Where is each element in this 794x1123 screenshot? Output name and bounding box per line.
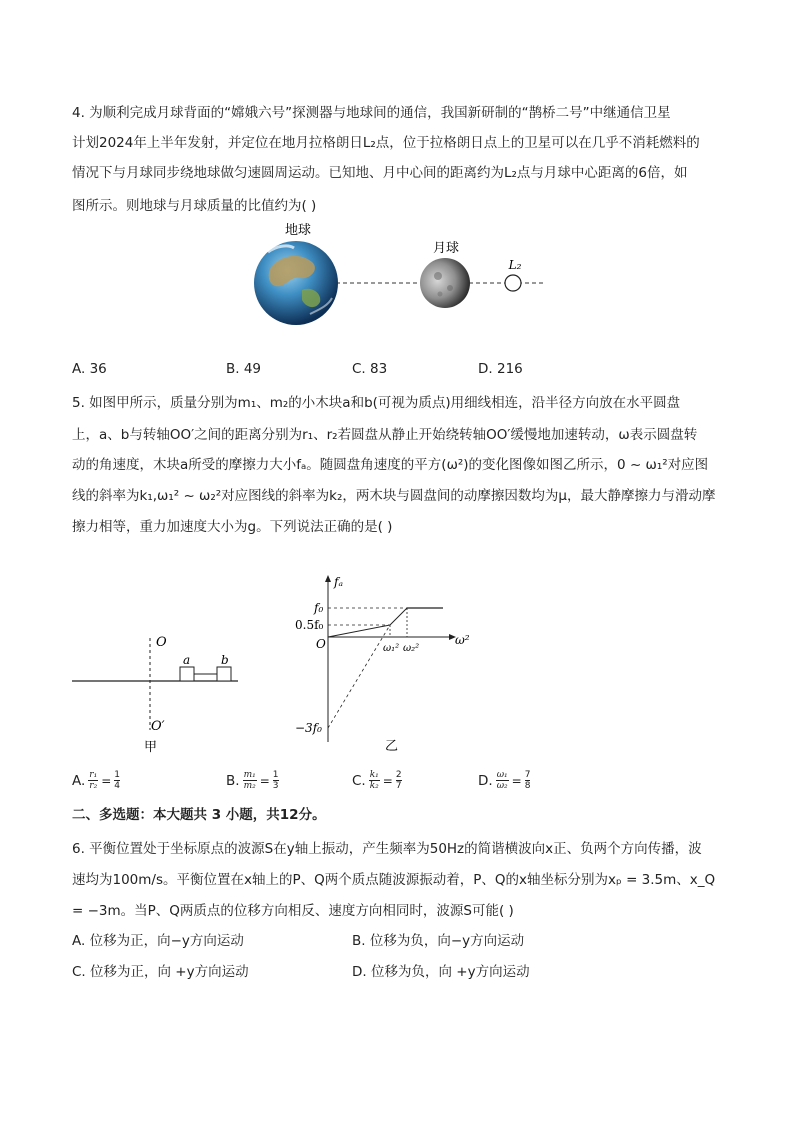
yi-x-label: ω² [455,633,470,647]
q6-line-2: 速均为100m/s。平衡位置在x轴上的P、Q两个质点随波源振动着，P、Q的x轴坐标分别为xₚ = 3.5m、x_Q [72,872,716,888]
fig-jia [68,630,248,755]
q5-d-den: ω₂ [496,781,508,791]
fig-yi [290,572,490,757]
q4-option-d: D. 216 [478,361,523,377]
q5-a-eq: = [101,773,112,788]
q5-option-c-prefix: C. [352,772,366,789]
earth-moon-diagram [240,214,560,334]
q4-line-1: 4. 为顺利完成月球背面的“嫦娥六号”探测器与地球间的通信，我国新研制的“鹊桥二号”中继通信卫星 [72,105,671,121]
q5-d-num: ω₁ [496,770,508,780]
q5-line-3: 动的角速度，木块a所受的摩擦力大小fₐ。随圆盘角速度的平方(ω²)的变化图像如图乙所示，0 ~ ω₁²对应图 [72,457,709,473]
label-b: b [221,653,229,667]
yi-y-label: fₐ [334,575,343,589]
q4-line-3: 情况下与月球同步绕地球做匀速圆周运动。已知地、月中心间的距离约为L₂点与月球中心距离的6倍，如 [72,165,688,181]
q5-a-rd: 4 [114,781,121,791]
block-b [217,667,231,681]
q5-a-num: r₁ [89,770,98,780]
q5-d-rn: 7 [524,770,531,780]
yi-line-2 [390,608,407,625]
yi-tick-neg: −3f₀ [295,721,322,735]
section-2-title: 二、多选题：本大题共 3 小题，共12分。 [72,807,326,823]
q5-line-4: 线的斜率为k₁,ω₁² ~ ω₂²对应图线的斜率为k₂，两木块与圆盘间的动摩擦因数均为μ，最大静摩擦力与滑动摩 [72,488,716,504]
l2-label: L₂ [508,258,522,272]
q4-option-a: A. 36 [72,361,107,377]
q5-c-den: k₂ [369,781,379,791]
q5-option-a-prefix: A. [72,772,86,789]
q5-b-rn: 1 [272,770,279,780]
yi-tick-w1: ω₁² [383,643,400,654]
fig-jia-diagram [68,630,248,755]
q6-line-1: 6. 平衡位置处于坐标原点的波源S在y轴上振动，产生频率为50Hz的简谐横波向x正、负两个方向传播，波 [72,841,702,857]
block-a [180,667,194,681]
q4-line-4: 图所示。则地球与月球质量的比值约为( ) [72,198,317,214]
label-a: a [183,653,191,667]
yi-y-arrow [325,575,331,582]
moon-label: 月球 [432,241,460,256]
q6-option-b: B. 位移为负，向−y方向运动 [352,933,525,949]
q5-option-d [478,770,530,791]
q5-b-rd: 3 [272,781,279,791]
q4-line-2: 计划2024年上半年发射，并定位在地月拉格朗日L₂点，位于拉格朗日点上的卫星可以在几乎不消耗燃料的 [72,135,700,151]
q5-b-num: m₁ [243,770,256,780]
yi-origin: O [316,637,326,651]
earth-icon [254,241,338,325]
q5-c-rn: 2 [395,770,402,780]
l2-point-icon [505,275,521,291]
earth-label: 地球 [284,223,312,238]
q5-option-c [352,770,402,791]
q5-option-b-prefix: B. [226,772,240,789]
q5-option-d-prefix: D. [478,772,493,789]
q6-option-a: A. 位移为正，向−y方向运动 [72,933,244,949]
q5-a-rn: 1 [114,770,121,780]
q5-b-den: m₂ [243,781,256,791]
fig-yi-graph [290,572,490,757]
yi-caption: 乙 [385,739,399,754]
q5-d-rd: 8 [524,781,531,791]
q5-c-num: k₁ [369,770,379,780]
yi-line-1 [328,625,390,637]
q5-b-eq: = [259,773,270,788]
jia-label-o-prime: O′ [151,719,165,734]
q4-option-b: B. 49 [226,361,262,377]
moon-icon [420,258,470,308]
q5-a-den: r₂ [89,781,98,791]
q5-option-a [72,770,120,791]
q5-c-eq: = [382,773,393,788]
q5-d-eq: = [511,773,522,788]
jia-label-o: O [156,635,167,650]
q6-option-c: C. 位移为正，向 +y方向运动 [72,964,249,980]
yi-tick-w2: ω₂² [403,643,420,654]
q4-option-c: C. 83 [352,361,388,377]
q5-option-b [226,770,279,791]
jia-caption: 甲 [144,740,158,755]
yi-dash-extension [328,625,390,728]
q5-line-2: 上，a、b与转轴OO′之间的距离分别为r₁、r₂若圆盘从静止开始绕转轴OO′缓慢地加速转动，ω表示圆盘转 [72,427,698,443]
q5-c-rd: 7 [395,781,402,791]
earth-moon-figure [240,214,560,334]
q5-line-1: 5. 如图甲所示，质量分别为m₁、m₂的小木块a和b(可视为质点)用细线相连，沿半径方向放在水平圆盘 [72,395,681,411]
yi-tick-f0: f₀ [314,601,324,615]
yi-tick-half: 0.5f₀ [295,618,324,632]
q6-line-3: = −3m。当P、Q两质点的位移方向相反、速度方向相同时，波源S可能( ) [72,903,514,919]
q6-option-d: D. 位移为负，向 +y方向运动 [352,964,530,980]
q5-line-5: 擦力相等，重力加速度大小为g。下列说法正确的是( ) [72,519,393,535]
